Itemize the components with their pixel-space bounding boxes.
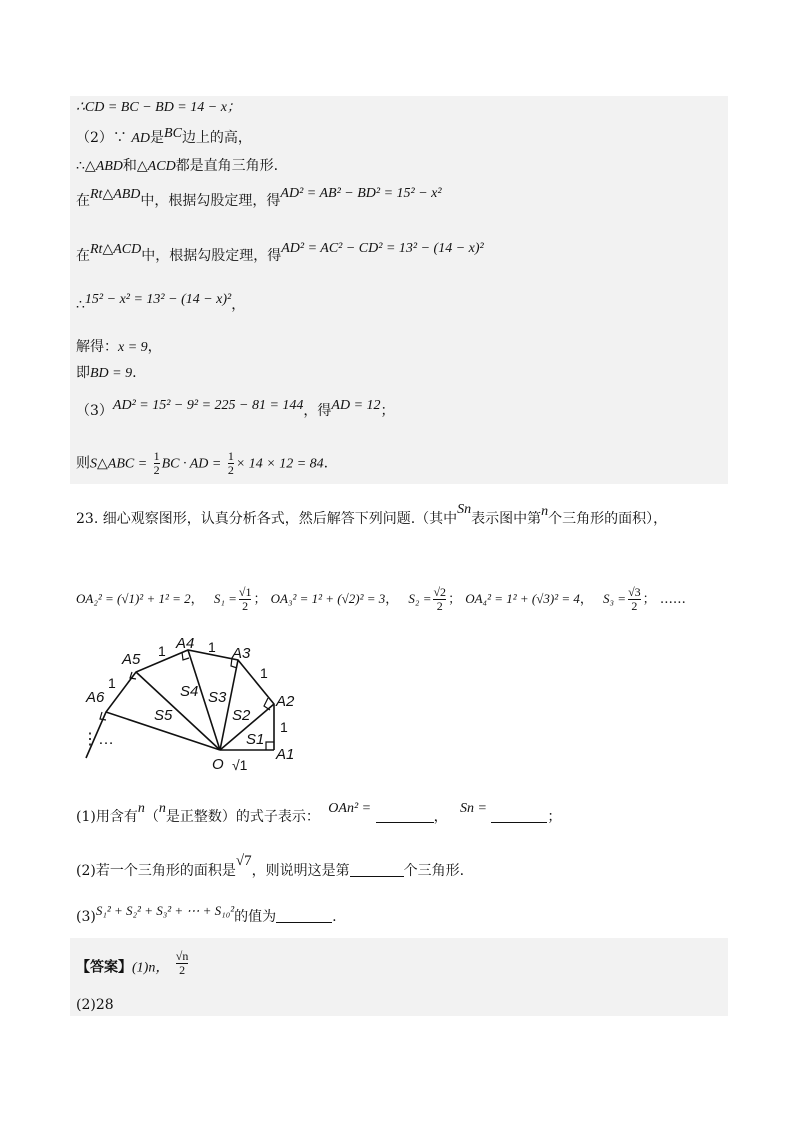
answer-blank-oa[interactable] xyxy=(376,822,434,823)
label-s4: S4 xyxy=(180,683,199,700)
label-a2: A2 xyxy=(276,693,295,710)
solution-part2-line: （2）∵ AD是BC边上的高， xyxy=(76,126,252,146)
label-one-a4a5: 1 xyxy=(158,643,166,659)
label-a6: A6 xyxy=(86,689,105,706)
sub-question-3: (3)S₁² + S₂² + S₃² + ⋯ + S₁₀²的值为 . xyxy=(76,903,337,925)
sub-question-1: (1)用含有n（n是正整数）的式子表示： OAn² = ， Sn = ； xyxy=(76,801,562,825)
answer-blank-sum[interactable] xyxy=(276,922,332,923)
label-root1: √1 xyxy=(232,757,248,773)
solution-area-line: 则S△ABC = $\frac{1}{2}$ BC · AD = $\frac{1}{2}$ × 14 × 12 = 84. xyxy=(76,449,329,477)
half-fraction: $\frac{1}{2}$ xyxy=(153,449,160,477)
label-one-a1a2: 1 xyxy=(280,719,288,735)
label-s1: S1 xyxy=(246,731,265,748)
label-one-a3a4: 1 xyxy=(208,639,216,655)
solution-bd-line: 即BD = 9. xyxy=(76,365,137,381)
label-a1: A1 xyxy=(276,746,295,763)
solution-block xyxy=(70,96,728,484)
solution-eq1-line: 在Rt△ABD中，根据勾股定理，得AD² = AB² − BD² = 15² − x² xyxy=(76,186,442,209)
sub-question-2: (2)若一个三角形的面积是√7，则说明这是第 个三角形. xyxy=(76,853,465,879)
answer-part2: (2)28 xyxy=(76,997,114,1013)
label-s2: S2 xyxy=(232,707,251,724)
solution-part3-line: （3）AD² = 15² − 9² = 225 − 81 = 144，得AD = 12； xyxy=(76,398,395,419)
solution-solve-line: 解得：x = 9， xyxy=(76,339,162,355)
answer-line: 【答案】(1)n， $\frac{√n}{2}$ xyxy=(76,949,189,977)
solution-right-triangles-line: ∴△ABD和△ACD都是直角三角形. xyxy=(76,158,279,174)
right-angle-mark xyxy=(182,652,189,660)
formula-row: OA₂² = (√1)² + 1² = 2， S₁ = $\frac{√1}{2}$ ； OA₃² = 1² + (√2)² = 3， S₂ = $\frac{√2}{2}$ ； OA₄² = 1² + (√3)² = 4， S₃ = $\frac{√3}{2}$ ； …… xyxy=(76,585,686,613)
label-one-a5a6: 1 xyxy=(108,675,116,691)
label-a3: A3 xyxy=(232,645,251,662)
half-fraction: $\frac{1}{2}$ xyxy=(227,449,234,477)
answer-blank-sn[interactable] xyxy=(491,822,547,823)
label-o: O xyxy=(212,756,224,773)
solution-eq2-line: 在Rt△ACD中，根据勾股定理，得AD² = AC² − CD² = 13² − (14 − x)² xyxy=(76,241,484,264)
label-s5: S5 xyxy=(154,707,173,724)
label-dots: ⋮… xyxy=(82,731,114,748)
label-s3: S3 xyxy=(208,689,227,706)
answer-blank-index[interactable] xyxy=(350,876,404,877)
label-a5: A5 xyxy=(122,651,141,668)
right-angle-mark xyxy=(266,742,274,750)
label-a4: A4 xyxy=(176,636,195,652)
label-one-a2a3: 1 xyxy=(260,665,268,681)
question-stem: 23. 细心观察图形，认真分析各式，然后解答下列问题.（其中Sn表示图中第n个三角形的面积）， xyxy=(76,502,668,527)
spiral-figure xyxy=(76,636,316,776)
solution-eq3-line: ∴15² − x² = 13² − (14 − x)²， xyxy=(76,292,246,313)
solution-cd-line: ∴CD = BC − BD = 14 − x； xyxy=(76,100,241,115)
answer-fraction: $\frac{√n}{2}$ xyxy=(175,949,189,977)
